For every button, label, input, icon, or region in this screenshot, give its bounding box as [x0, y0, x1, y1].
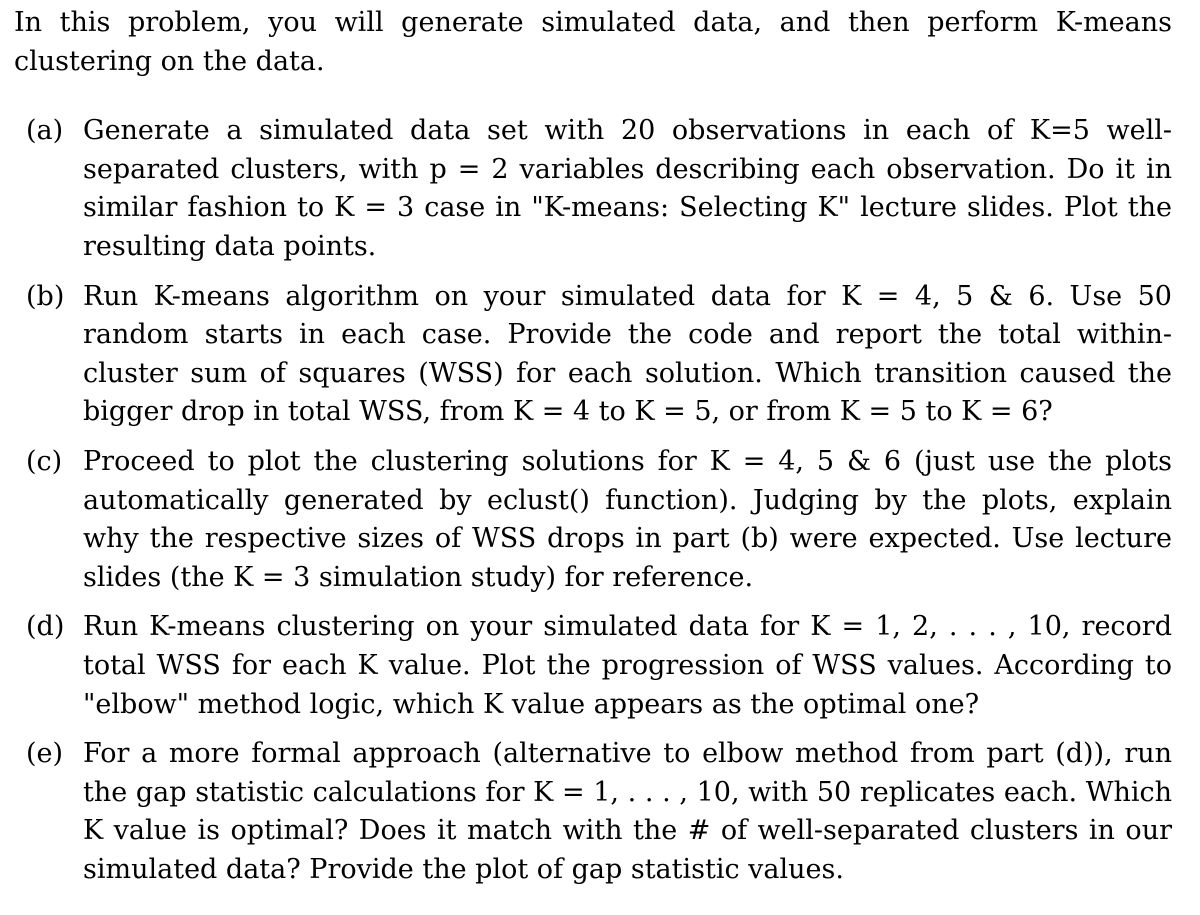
problem-label: (b)	[26, 280, 65, 312]
problem-text: For a more formal approach (alternative to elbow method from part (d)), run the gap statistic calculations for K = 1, . . . , 10, with 50 replicates each. Which K value is optimal? Does it match with the # of well-separated clusters in our simulated data? Provide the plot of gap statistic values.	[83, 738, 1172, 885]
problem-label: (a)	[26, 115, 64, 147]
problem-item-e	[14, 735, 1172, 889]
problem-list	[14, 112, 1172, 889]
problem-label: (e)	[26, 738, 64, 770]
intro-paragraph: In this problem, you will generate simulated data, and then perform K-means clustering on the data.	[14, 7, 1172, 77]
document-page	[14, 4, 1172, 900]
problem-item-c	[14, 443, 1172, 597]
problem-item-b	[14, 278, 1172, 432]
problem-item-a	[14, 112, 1172, 266]
problem-text: Run K-means clustering on your simulated data for K = 1, 2, . . . , 10, record total WSS for each K value. Plot the progression of WSS values. According to "elbow" method logic, which K value appears as the optimal one?	[83, 611, 1172, 720]
problem-text: Run K-means algorithm on your simulated data for K = 4, 5 & 6. Use 50 random starts in each case. Provide the code and report the total within-cluster sum of squares (WSS) for each solution. Which transition caused the bigger drop in total WSS, from K = 4 to K = 5, or from K = 5 to K = 6?	[83, 280, 1172, 428]
problem-item-d	[14, 608, 1172, 724]
problem-text: Proceed to plot the clustering solutions for K = 4, 5 & 6 (just use the plots automatically generated by eclust() function). Judging by the plots, explain why the respective sizes of WSS drops in part (b) were expected. Use lecture slides (the K = 3 simulation study) for reference.	[83, 445, 1172, 593]
problem-text: Generate a simulated data set with 20 observations in each of K=5 well-separated clusters, with p = 2 variables describing each observation. Do it in similar fashion to K = 3 case in "K-means: Selecting K" lecture slides. Plot the resulting data points.	[83, 115, 1172, 262]
problem-label: (c)	[26, 445, 63, 477]
problem-label: (d)	[26, 611, 65, 643]
